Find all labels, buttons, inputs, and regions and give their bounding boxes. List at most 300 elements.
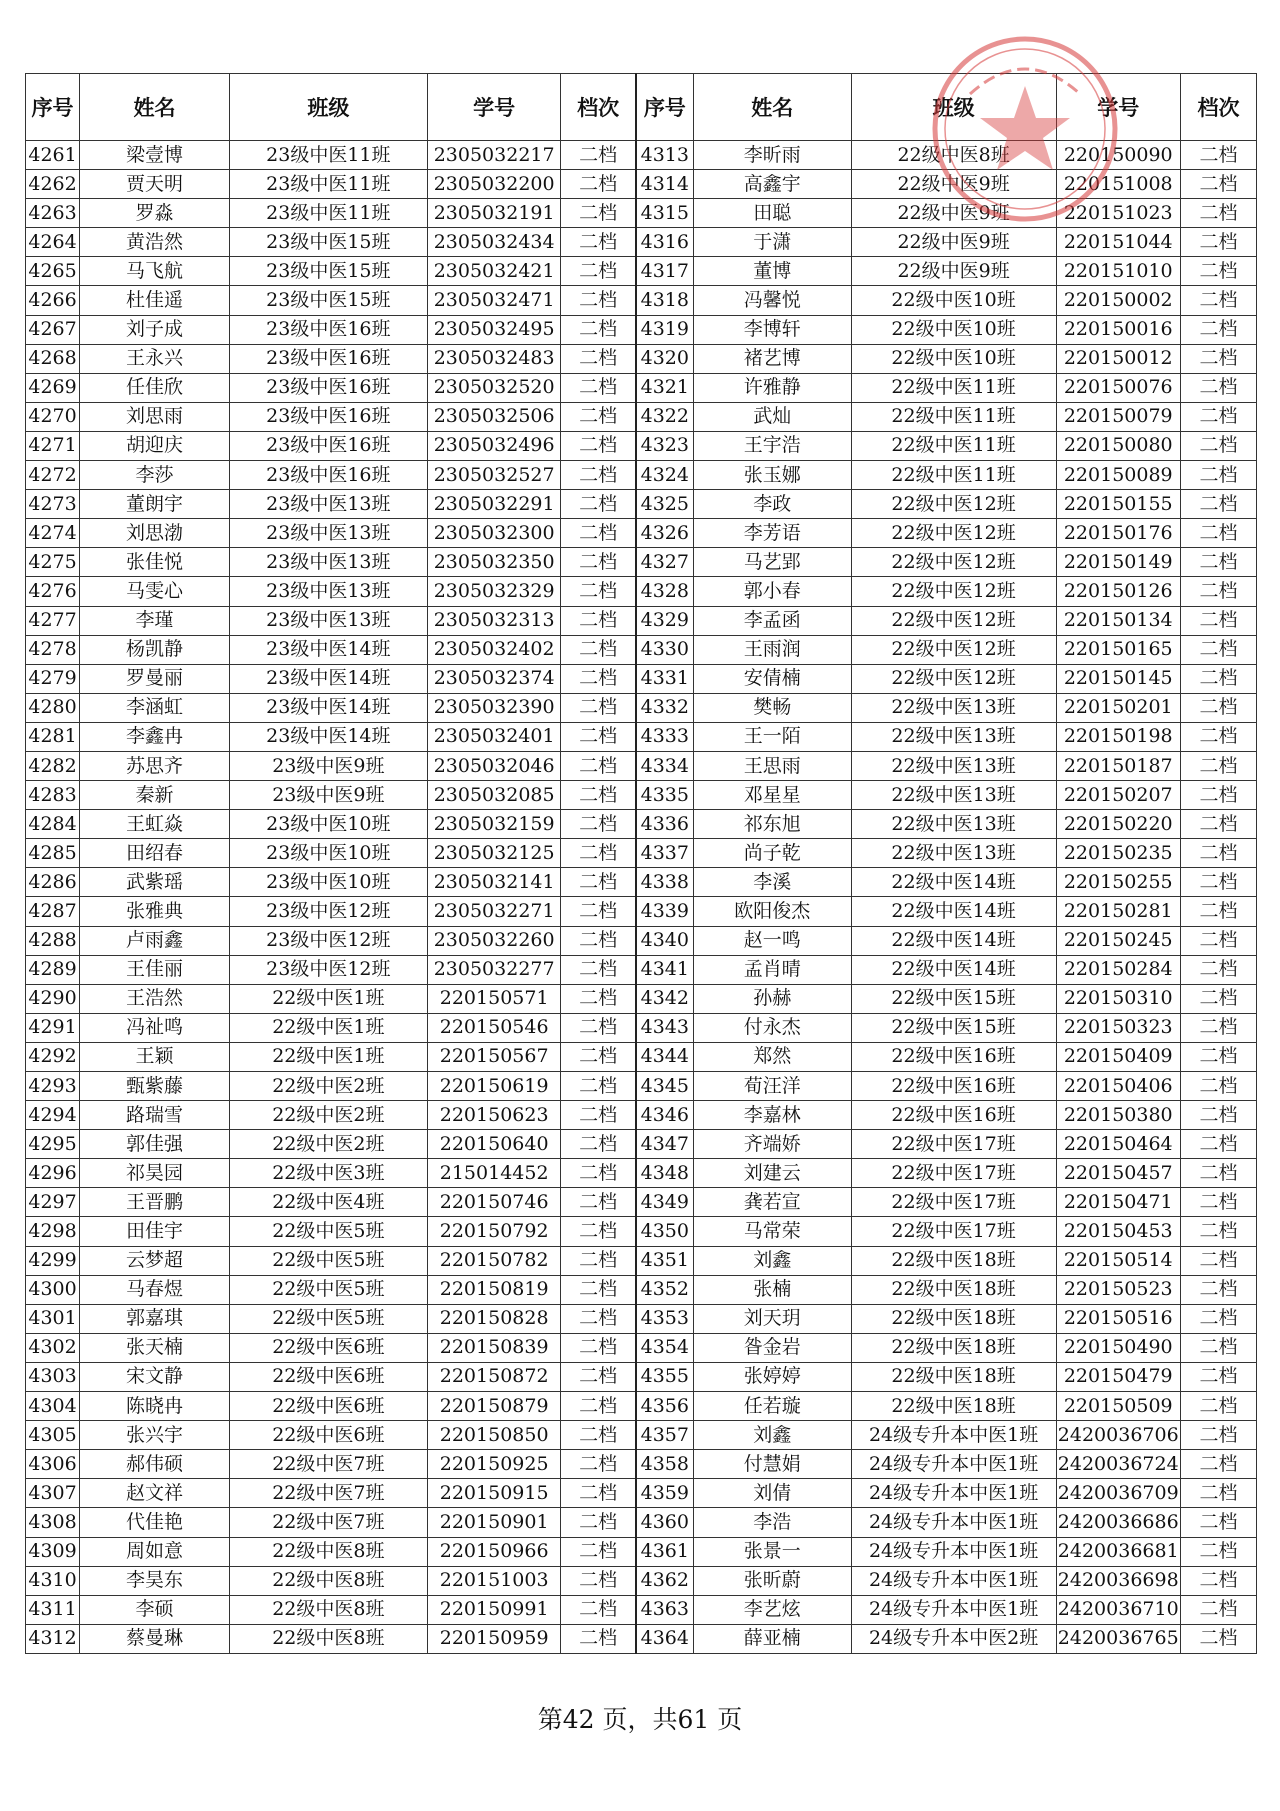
cell-name: 马常荣 — [693, 1217, 851, 1246]
cell-class: 23级中医16班 — [229, 373, 427, 402]
cell-tier: 二档 — [1180, 635, 1256, 664]
cell-student-id: 220150509 — [1056, 1392, 1180, 1421]
table-row — [26, 839, 1257, 868]
cell-student-id: 220150134 — [1056, 606, 1180, 635]
cell-student-id: 220150016 — [1056, 315, 1180, 344]
cell-seq: 4292 — [26, 1042, 80, 1071]
cell-name: 秦新 — [80, 781, 230, 810]
table-row — [26, 1421, 1257, 1450]
cell-tier: 二档 — [1180, 664, 1256, 693]
cell-name: 周如意 — [80, 1537, 230, 1566]
cell-name: 王永兴 — [80, 344, 230, 373]
cell-class: 22级中医4班 — [229, 1188, 427, 1217]
cell-seq: 4267 — [26, 315, 80, 344]
cell-class: 24级专升本中医1班 — [851, 1479, 1056, 1508]
cell-name: 李博轩 — [693, 315, 851, 344]
cell-class: 23级中医13班 — [229, 606, 427, 635]
table-row — [26, 1566, 1257, 1595]
cell-student-id: 220150567 — [427, 1042, 561, 1071]
cell-name: 荀汪洋 — [693, 1072, 851, 1101]
cell-seq: 4345 — [636, 1072, 694, 1101]
cell-seq: 4303 — [26, 1362, 80, 1391]
cell-student-id: 220150165 — [1056, 635, 1180, 664]
cell-student-id: 2420036710 — [1056, 1595, 1180, 1624]
cell-name: 于潇 — [693, 228, 851, 257]
cell-tier: 二档 — [561, 1304, 636, 1333]
cell-class: 24级专升本中医1班 — [851, 1508, 1056, 1537]
cell-seq: 4322 — [636, 402, 694, 431]
cell-class: 23级中医13班 — [229, 548, 427, 577]
cell-name: 齐端娇 — [693, 1130, 851, 1159]
cell-name: 张兴宇 — [80, 1421, 230, 1450]
cell-seq: 4270 — [26, 402, 80, 431]
cell-class: 22级中医5班 — [229, 1304, 427, 1333]
cell-class: 22级中医10班 — [851, 286, 1056, 315]
cell-class: 23级中医13班 — [229, 577, 427, 606]
cell-seq: 4363 — [636, 1595, 694, 1624]
cell-student-id: 215014452 — [427, 1159, 561, 1188]
cell-tier: 二档 — [561, 955, 636, 984]
cell-seq: 4274 — [26, 519, 80, 548]
cell-tier: 二档 — [561, 344, 636, 373]
cell-student-id: 2420036698 — [1056, 1566, 1180, 1595]
cell-student-id: 2420036765 — [1056, 1624, 1180, 1653]
cell-class: 22级中医8班 — [851, 141, 1056, 170]
cell-class: 22级中医10班 — [851, 344, 1056, 373]
cell-seq: 4364 — [636, 1624, 694, 1653]
cell-seq: 4304 — [26, 1392, 80, 1421]
header-seq-right: 序号 — [636, 74, 694, 141]
cell-name: 梁壹博 — [80, 141, 230, 170]
cell-name: 王一陌 — [693, 722, 851, 751]
cell-tier: 二档 — [561, 577, 636, 606]
cell-seq: 4341 — [636, 955, 694, 984]
cell-seq: 4282 — [26, 751, 80, 780]
cell-tier: 二档 — [561, 431, 636, 460]
cell-student-id: 220150619 — [427, 1072, 561, 1101]
header-class-left: 班级 — [229, 74, 427, 141]
cell-seq: 4311 — [26, 1595, 80, 1624]
cell-student-id: 220150901 — [427, 1508, 561, 1537]
cell-tier: 二档 — [561, 1479, 636, 1508]
cell-student-id: 220150255 — [1056, 868, 1180, 897]
table-row — [26, 722, 1257, 751]
cell-name: 褚艺博 — [693, 344, 851, 373]
cell-class: 22级中医11班 — [851, 402, 1056, 431]
cell-class: 22级中医18班 — [851, 1362, 1056, 1391]
cell-seq: 4328 — [636, 577, 694, 606]
cell-tier: 二档 — [561, 373, 636, 402]
cell-seq: 4351 — [636, 1246, 694, 1275]
table-row — [26, 519, 1257, 548]
cell-name: 李政 — [693, 490, 851, 519]
table-row — [26, 228, 1257, 257]
cell-name: 杨凯静 — [80, 635, 230, 664]
cell-seq: 4297 — [26, 1188, 80, 1217]
cell-tier: 二档 — [1180, 781, 1256, 810]
cell-seq: 4284 — [26, 810, 80, 839]
cell-student-id: 220150080 — [1056, 431, 1180, 460]
cell-tier: 二档 — [1180, 548, 1256, 577]
cell-student-id: 220151003 — [427, 1566, 561, 1595]
cell-class: 22级中医14班 — [851, 868, 1056, 897]
table-row — [26, 1013, 1257, 1042]
cell-seq: 4265 — [26, 257, 80, 286]
cell-seq: 4355 — [636, 1362, 694, 1391]
cell-student-id: 2305032159 — [427, 810, 561, 839]
cell-seq: 4360 — [636, 1508, 694, 1537]
cell-seq: 4278 — [26, 635, 80, 664]
cell-seq: 4295 — [26, 1130, 80, 1159]
cell-name: 冯馨悦 — [693, 286, 851, 315]
cell-name: 李瑾 — [80, 606, 230, 635]
cell-class: 22级中医1班 — [229, 984, 427, 1013]
cell-seq: 4326 — [636, 519, 694, 548]
cell-class: 22级中医12班 — [851, 548, 1056, 577]
cell-student-id: 220150516 — [1056, 1304, 1180, 1333]
table-row — [26, 1508, 1257, 1537]
cell-name: 云梦超 — [80, 1246, 230, 1275]
table-row — [26, 1130, 1257, 1159]
cell-seq: 4276 — [26, 577, 80, 606]
cell-tier: 二档 — [561, 839, 636, 868]
cell-student-id: 220150872 — [427, 1362, 561, 1391]
cell-student-id: 2305032277 — [427, 955, 561, 984]
cell-name: 代佳艳 — [80, 1508, 230, 1537]
table-row — [26, 431, 1257, 460]
cell-student-id: 220150323 — [1056, 1013, 1180, 1042]
cell-name: 武灿 — [693, 402, 851, 431]
cell-class: 23级中医12班 — [229, 926, 427, 955]
cell-seq: 4264 — [26, 228, 80, 257]
cell-tier: 二档 — [1180, 606, 1256, 635]
cell-seq: 4313 — [636, 141, 694, 170]
cell-class: 23级中医14班 — [229, 635, 427, 664]
cell-name: 冯祉鸣 — [80, 1013, 230, 1042]
cell-tier: 二档 — [561, 1333, 636, 1362]
cell-tier: 二档 — [1180, 1275, 1256, 1304]
cell-name: 苏思齐 — [80, 751, 230, 780]
cell-tier: 二档 — [561, 606, 636, 635]
page-footer — [0, 1700, 1280, 1736]
cell-tier: 二档 — [1180, 141, 1256, 170]
cell-student-id: 2305032260 — [427, 926, 561, 955]
cell-tier: 二档 — [1180, 1421, 1256, 1450]
cell-class: 22级中医9班 — [851, 170, 1056, 199]
cell-seq: 4347 — [636, 1130, 694, 1159]
table-row — [26, 577, 1257, 606]
cell-student-id: 2305032313 — [427, 606, 561, 635]
cell-tier: 二档 — [561, 1130, 636, 1159]
cell-seq: 4318 — [636, 286, 694, 315]
cell-student-id: 220150850 — [427, 1421, 561, 1450]
cell-name: 付永杰 — [693, 1013, 851, 1042]
cell-student-id: 220150002 — [1056, 286, 1180, 315]
cell-seq: 4353 — [636, 1304, 694, 1333]
cell-seq: 4331 — [636, 664, 694, 693]
cell-student-id: 2305032141 — [427, 868, 561, 897]
cell-seq: 4281 — [26, 722, 80, 751]
cell-tier: 二档 — [1180, 1130, 1256, 1159]
cell-name: 李浩 — [693, 1508, 851, 1537]
cell-seq: 4293 — [26, 1072, 80, 1101]
page-mid-text: 页，共 — [594, 1705, 678, 1734]
cell-tier: 二档 — [561, 286, 636, 315]
cell-seq: 4261 — [26, 141, 80, 170]
cell-tier: 二档 — [1180, 1624, 1256, 1653]
cell-name: 田佳宇 — [80, 1217, 230, 1246]
table-row — [26, 897, 1257, 926]
cell-tier: 二档 — [561, 199, 636, 228]
table-row — [26, 344, 1257, 373]
cell-student-id: 2305032421 — [427, 257, 561, 286]
cell-seq: 4268 — [26, 344, 80, 373]
cell-class: 22级中医12班 — [851, 490, 1056, 519]
cell-tier: 二档 — [561, 1392, 636, 1421]
cell-tier: 二档 — [561, 1450, 636, 1479]
cell-student-id: 220150828 — [427, 1304, 561, 1333]
table-row — [26, 373, 1257, 402]
cell-class: 22级中医17班 — [851, 1130, 1056, 1159]
cell-name: 马艺郢 — [693, 548, 851, 577]
cell-tier: 二档 — [1180, 344, 1256, 373]
cell-student-id: 220150571 — [427, 984, 561, 1013]
cell-student-id: 2305032506 — [427, 402, 561, 431]
cell-name: 张昕蔚 — [693, 1566, 851, 1595]
cell-student-id: 220150012 — [1056, 344, 1180, 373]
table-row — [26, 664, 1257, 693]
cell-name: 龚若宣 — [693, 1188, 851, 1217]
cell-tier: 二档 — [561, 897, 636, 926]
header-tier-left: 档次 — [561, 74, 636, 141]
cell-class: 22级中医11班 — [851, 461, 1056, 490]
cell-seq: 4340 — [636, 926, 694, 955]
cell-class: 22级中医17班 — [851, 1159, 1056, 1188]
cell-tier: 二档 — [1180, 1508, 1256, 1537]
cell-class: 22级中医2班 — [229, 1072, 427, 1101]
cell-student-id: 220150819 — [427, 1275, 561, 1304]
cell-student-id: 2420036709 — [1056, 1479, 1180, 1508]
cell-tier: 二档 — [561, 1421, 636, 1450]
cell-name: 王宇浩 — [693, 431, 851, 460]
cell-seq: 4354 — [636, 1333, 694, 1362]
cell-student-id: 220150514 — [1056, 1246, 1180, 1275]
cell-seq: 4269 — [26, 373, 80, 402]
cell-seq: 4334 — [636, 751, 694, 780]
cell-name: 马飞航 — [80, 257, 230, 286]
cell-name: 卢雨鑫 — [80, 926, 230, 955]
cell-class: 22级中医2班 — [229, 1101, 427, 1130]
cell-seq: 4356 — [636, 1392, 694, 1421]
cell-name: 祁东旭 — [693, 810, 851, 839]
table-body — [26, 141, 1257, 1654]
cell-tier: 二档 — [1180, 1595, 1256, 1624]
cell-class: 22级中医7班 — [229, 1508, 427, 1537]
cell-name: 刘建云 — [693, 1159, 851, 1188]
cell-tier: 二档 — [561, 1508, 636, 1537]
page-prefix: 第 — [537, 1705, 563, 1734]
cell-name: 薛亚楠 — [693, 1624, 851, 1653]
table-row — [26, 1392, 1257, 1421]
cell-name: 赵文祥 — [80, 1479, 230, 1508]
cell-tier: 二档 — [561, 1013, 636, 1042]
cell-seq: 4358 — [636, 1450, 694, 1479]
cell-name: 王佳丽 — [80, 955, 230, 984]
table-row — [26, 257, 1257, 286]
cell-name: 杜佳遥 — [80, 286, 230, 315]
table-row — [26, 1595, 1257, 1624]
cell-name: 宋文静 — [80, 1362, 230, 1391]
cell-tier: 二档 — [1180, 461, 1256, 490]
cell-class: 23级中医9班 — [229, 781, 427, 810]
cell-name: 孙赫 — [693, 984, 851, 1013]
cell-student-id: 2305032046 — [427, 751, 561, 780]
cell-name: 陈晓冉 — [80, 1392, 230, 1421]
table-row — [26, 1479, 1257, 1508]
cell-student-id: 2305032271 — [427, 897, 561, 926]
cell-seq: 4288 — [26, 926, 80, 955]
cell-student-id: 220150406 — [1056, 1072, 1180, 1101]
cell-class: 22级中医1班 — [229, 1013, 427, 1042]
cell-student-id: 2305032471 — [427, 286, 561, 315]
cell-class: 23级中医16班 — [229, 461, 427, 490]
cell-name: 田聪 — [693, 199, 851, 228]
cell-student-id: 220150145 — [1056, 664, 1180, 693]
cell-seq: 4337 — [636, 839, 694, 868]
cell-class: 22级中医16班 — [851, 1101, 1056, 1130]
cell-class: 22级中医12班 — [851, 519, 1056, 548]
cell-student-id: 2305032125 — [427, 839, 561, 868]
cell-student-id: 220150176 — [1056, 519, 1180, 548]
cell-name: 李涵虹 — [80, 693, 230, 722]
cell-name: 李硕 — [80, 1595, 230, 1624]
cell-seq: 4302 — [26, 1333, 80, 1362]
cell-tier: 二档 — [1180, 1566, 1256, 1595]
cell-class: 22级中医9班 — [851, 199, 1056, 228]
page-suffix: 页 — [709, 1705, 743, 1734]
cell-class: 24级专升本中医1班 — [851, 1537, 1056, 1566]
cell-tier: 二档 — [561, 1566, 636, 1595]
cell-name: 付慧娟 — [693, 1450, 851, 1479]
cell-seq: 4344 — [636, 1042, 694, 1071]
cell-tier: 二档 — [561, 1072, 636, 1101]
cell-tier: 二档 — [1180, 257, 1256, 286]
cell-seq: 4362 — [636, 1566, 694, 1595]
cell-student-id: 2305032390 — [427, 693, 561, 722]
cell-student-id: 2305032495 — [427, 315, 561, 344]
cell-class: 22级中医14班 — [851, 926, 1056, 955]
cell-name: 刘子成 — [80, 315, 230, 344]
cell-class: 22级中医6班 — [229, 1362, 427, 1391]
cell-student-id: 220150409 — [1056, 1042, 1180, 1071]
cell-tier: 二档 — [1180, 839, 1256, 868]
cell-name: 田绍春 — [80, 839, 230, 868]
cell-seq: 4342 — [636, 984, 694, 1013]
cell-student-id: 2305032329 — [427, 577, 561, 606]
cell-tier: 二档 — [1180, 1450, 1256, 1479]
cell-seq: 4320 — [636, 344, 694, 373]
table-row — [26, 693, 1257, 722]
cell-class: 22级中医13班 — [851, 839, 1056, 868]
cell-student-id: 220150149 — [1056, 548, 1180, 577]
table-row — [26, 810, 1257, 839]
cell-name: 尚子乾 — [693, 839, 851, 868]
cell-seq: 4333 — [636, 722, 694, 751]
cell-name: 王雨润 — [693, 635, 851, 664]
cell-seq: 4272 — [26, 461, 80, 490]
cell-tier: 二档 — [561, 664, 636, 693]
cell-tier: 二档 — [561, 1217, 636, 1246]
cell-class: 22级中医13班 — [851, 810, 1056, 839]
cell-tier: 二档 — [561, 228, 636, 257]
cell-student-id: 220150623 — [427, 1101, 561, 1130]
cell-class: 22级中医11班 — [851, 431, 1056, 460]
cell-name: 刘鑫 — [693, 1246, 851, 1275]
cell-class: 22级中医13班 — [851, 751, 1056, 780]
cell-class: 22级中医14班 — [851, 897, 1056, 926]
cell-tier: 二档 — [1180, 286, 1256, 315]
cell-name: 李昕雨 — [693, 141, 851, 170]
cell-seq: 4279 — [26, 664, 80, 693]
cell-seq: 4330 — [636, 635, 694, 664]
cell-name: 武紫瑶 — [80, 868, 230, 897]
cell-student-id: 220151010 — [1056, 257, 1180, 286]
table-row — [26, 635, 1257, 664]
cell-tier: 二档 — [1180, 402, 1256, 431]
cell-class: 23级中医9班 — [229, 751, 427, 780]
cell-class: 22级中医5班 — [229, 1275, 427, 1304]
cell-tier: 二档 — [561, 1159, 636, 1188]
cell-class: 22级中医18班 — [851, 1246, 1056, 1275]
cell-student-id: 2305032401 — [427, 722, 561, 751]
cell-seq: 4299 — [26, 1246, 80, 1275]
cell-name: 胡迎庆 — [80, 431, 230, 460]
cell-seq: 4319 — [636, 315, 694, 344]
cell-class: 22级中医5班 — [229, 1246, 427, 1275]
cell-tier: 二档 — [1180, 1246, 1256, 1275]
cell-class: 22级中医9班 — [851, 257, 1056, 286]
cell-seq: 4262 — [26, 170, 80, 199]
cell-student-id: 2305032434 — [427, 228, 561, 257]
cell-seq: 4277 — [26, 606, 80, 635]
cell-name: 王思雨 — [693, 751, 851, 780]
cell-tier: 二档 — [1180, 1188, 1256, 1217]
cell-class: 22级中医7班 — [229, 1479, 427, 1508]
cell-name: 张雅典 — [80, 897, 230, 926]
table-row — [26, 1304, 1257, 1333]
cell-student-id: 2305032350 — [427, 548, 561, 577]
cell-tier: 二档 — [561, 1595, 636, 1624]
cell-student-id: 2305032200 — [427, 170, 561, 199]
cell-name: 安倩楠 — [693, 664, 851, 693]
cell-class: 22级中医2班 — [229, 1130, 427, 1159]
table-row — [26, 490, 1257, 519]
cell-seq: 4317 — [636, 257, 694, 286]
cell-name: 李芳语 — [693, 519, 851, 548]
header-student-id-right: 学号 — [1056, 74, 1180, 141]
cell-student-id: 220150915 — [427, 1479, 561, 1508]
cell-student-id: 2305032402 — [427, 635, 561, 664]
cell-name: 许雅静 — [693, 373, 851, 402]
cell-class: 22级中医6班 — [229, 1392, 427, 1421]
cell-name: 张玉娜 — [693, 461, 851, 490]
cell-student-id: 220150640 — [427, 1130, 561, 1159]
cell-seq: 4291 — [26, 1013, 80, 1042]
cell-class: 23级中医16班 — [229, 402, 427, 431]
cell-name: 任佳欣 — [80, 373, 230, 402]
cell-seq: 4301 — [26, 1304, 80, 1333]
cell-class: 23级中医14班 — [229, 693, 427, 722]
